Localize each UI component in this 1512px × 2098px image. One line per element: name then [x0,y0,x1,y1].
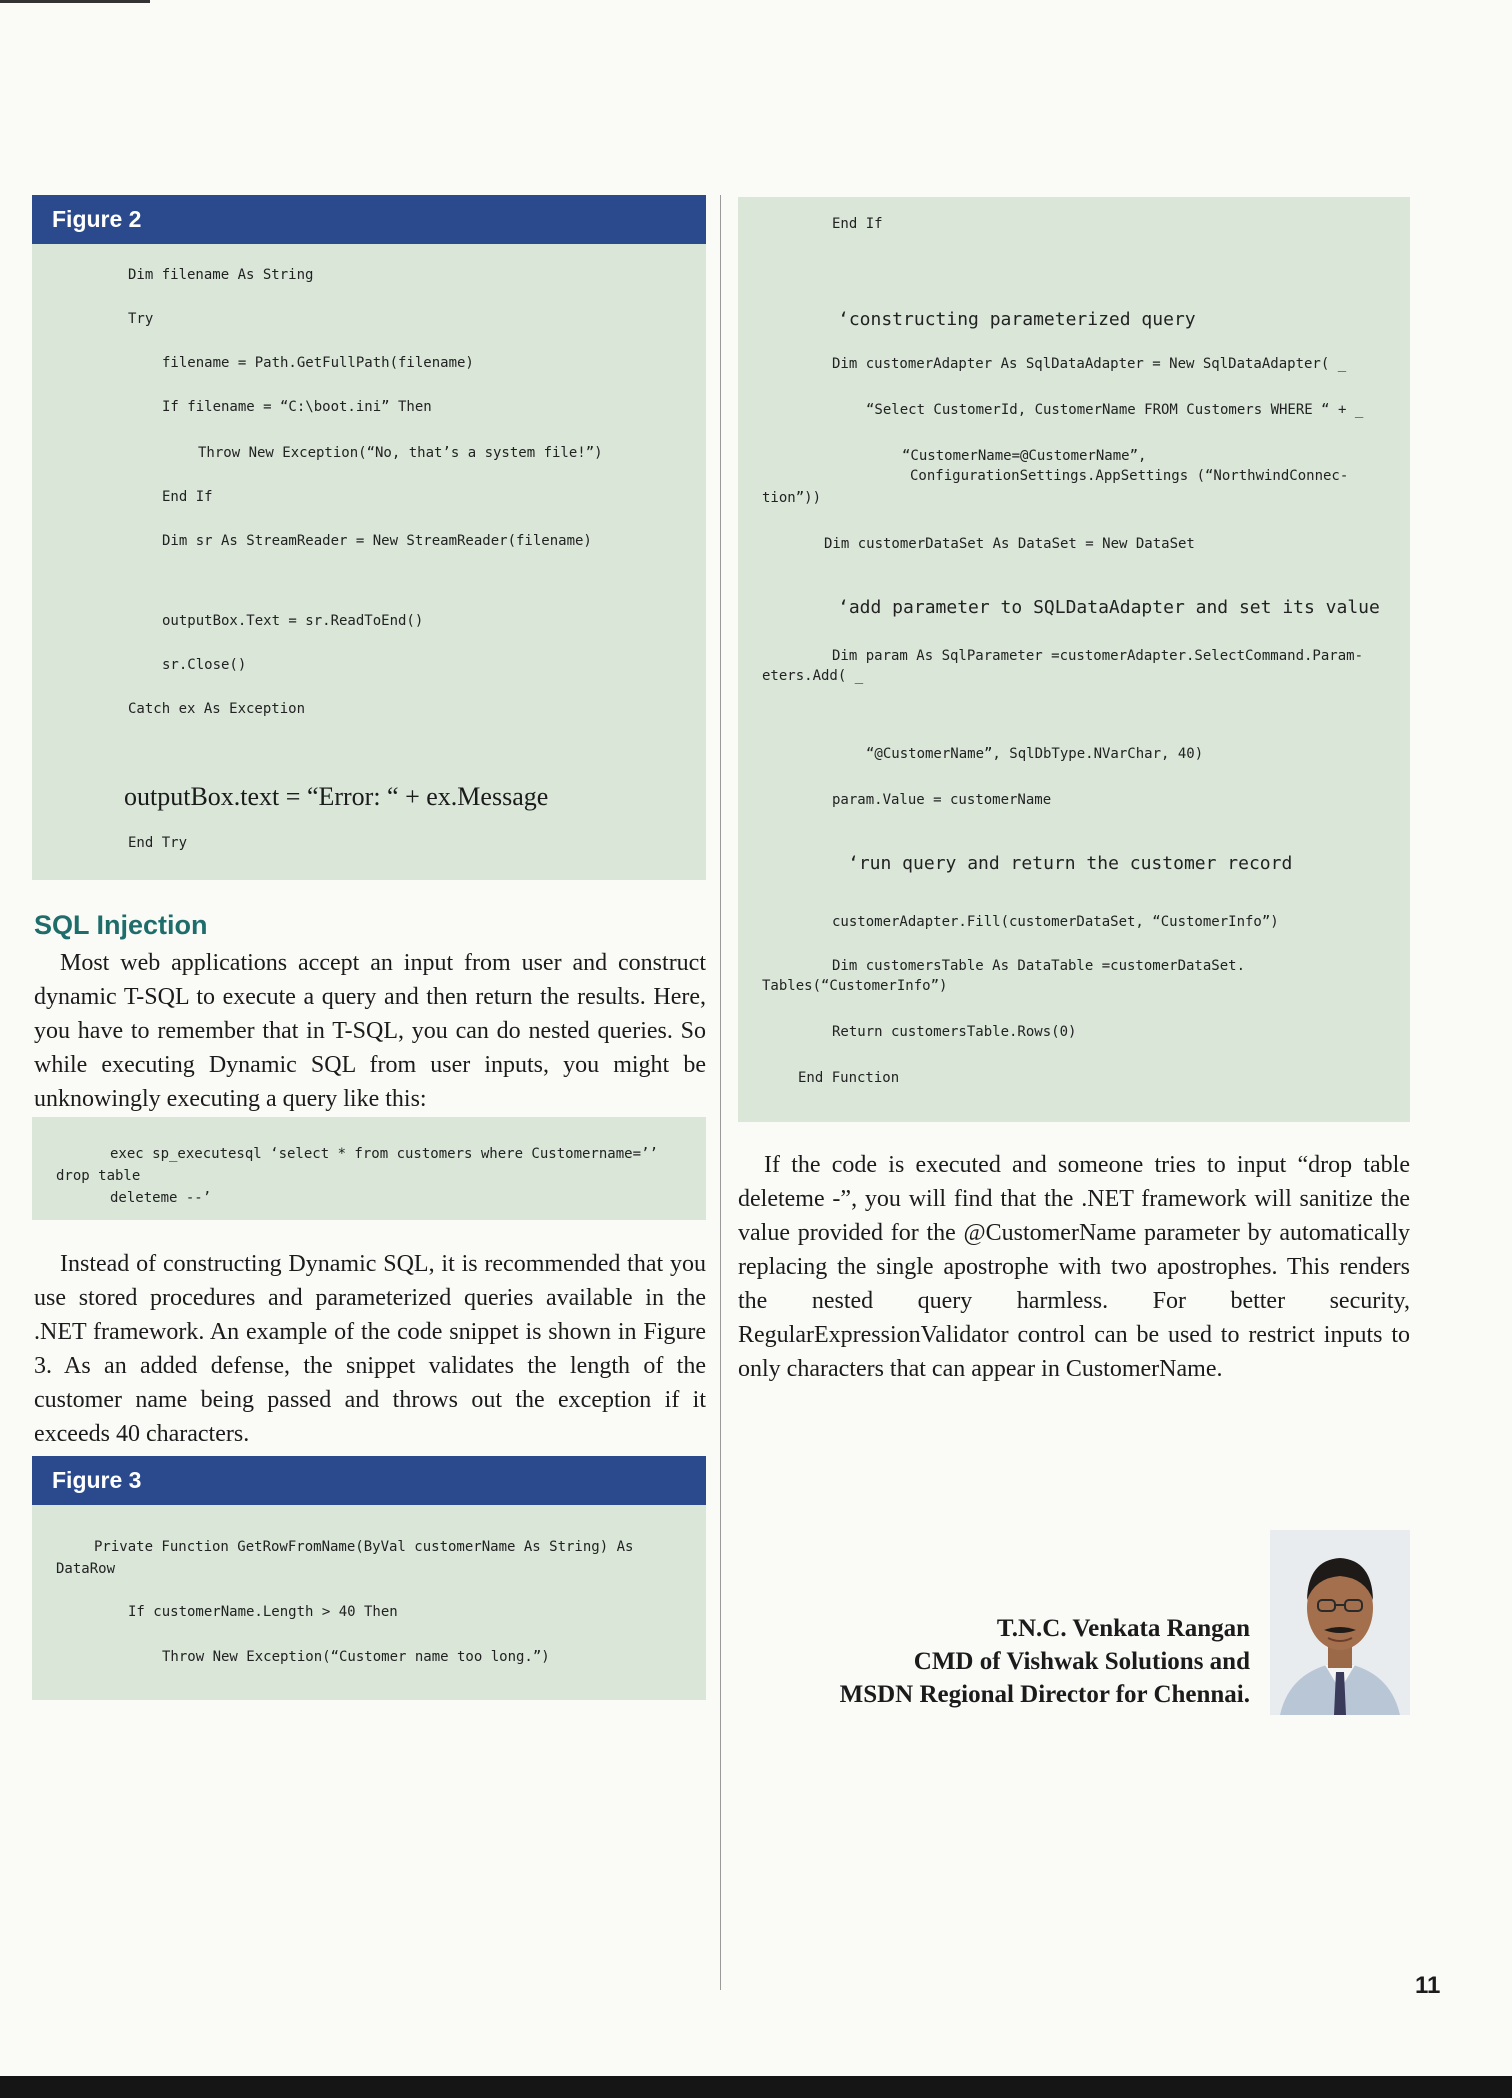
section-heading: SQL Injection [34,910,208,940]
code-line: outputBox.Text = sr.ReadToEnd() [162,613,424,629]
code-line: Dim customersTable As DataTable =customerDataSet. [832,958,1246,974]
code-line: sr.Close() [162,657,247,673]
code-line: customerAdapter.Fill(customerDataSet, “CustomerInfo”) [832,914,1279,930]
code-line: Dim sr As StreamReader = New StreamReader(filename) [162,533,592,549]
body-paragraph-right: If the code is executed and someone tries to input “drop table deleteme -”, you will find that the .NET framework will sanitize the value provided for the @CustomerName parameter by automatically replacing the single apostrophe with two apostrophes. This renders the nested query harmless. For better security, RegularExpressionValidator control can be used to restrict inputs to only characters that can appear in CustomerName. [738,1152,1410,1382]
code-line: ‘constructing parameterized query [838,309,1196,330]
code-line: Catch ex As Exception [128,701,306,717]
code-line: Dim customerDataSet As DataSet = New DataSet [824,536,1195,552]
column-divider [720,195,721,1990]
author-role: MSDN Regional Director for Chennai. [839,1681,1250,1708]
figure-2-code-box [32,244,706,880]
author-name: T.N.C. Venkata Rangan [996,1615,1250,1642]
figure-3-continued-code-box [738,197,1410,1122]
author-title: CMD of Vishwak Solutions and [913,1648,1250,1675]
figure-3-code-box [32,1505,706,1700]
author-photo [1270,1530,1410,1715]
code-line: End If [162,489,213,505]
code-line: outputBox.text = “Error: “ + ex.Message [124,782,549,811]
code-line: Throw New Exception(“No, that’s a system file!”) [198,445,603,461]
code-line: ‘run query and return the customer record [848,853,1293,874]
code-line: eters.Add( _ [762,668,864,684]
code-line: filename = Path.GetFullPath(filename) [162,355,474,371]
page-number: 11 [1415,1972,1441,1999]
body-paragraph: Most web applications accept an input from user and construct dynamic T-SQL to execute a query and then return the results. Here, you have to remember that in T-SQL, you can do nested queries. So while executing Dynamic SQL from user inputs, you might be unknowingly executing a query like this: [34,950,706,1112]
scan-edge-mark [0,0,150,3]
injection-code-box [32,1117,706,1220]
body-paragraph: Instead of constructing Dynamic SQL, it is recommended that you use stored procedures and parameterized queries available in the .NET framework. An example of the code snippet is shown in Figure 3. As an added defense, the snippet validates the length of the customer name being passed and throws out the exception if it exceeds 40 characters. [34,1251,706,1447]
author-byline [840,1612,1250,1711]
figure-3-header: Figure 3 [32,1456,706,1505]
code-line: deleteme --’ [110,1190,212,1206]
code-line: “CustomerName=@CustomerName”, [902,448,1147,464]
figure-2-header: Figure 2 [32,195,706,244]
code-line: Tables(“CustomerInfo”) [762,978,948,994]
code-line: Dim customerAdapter As SqlDataAdapter = New SqlDataAdapter( _ [832,356,1347,372]
code-line: DataRow [56,1561,116,1577]
scan-bottom-edge [0,2076,1512,2098]
code-line: Return customersTable.Rows(0) [832,1024,1077,1040]
code-line: “@CustomerName”, SqlDbType.NVarChar, 40) [866,746,1204,762]
code-line: If filename = “C:\boot.ini” Then [162,399,432,415]
code-line: End Function [798,1070,900,1086]
code-line: End Try [128,835,188,851]
code-line: If customerName.Length > 40 Then [128,1604,398,1620]
code-line: Dim param As SqlParameter =customerAdapter.SelectCommand.Param- [832,648,1364,664]
code-line: Try [128,311,154,327]
code-line: Dim filename As String [128,267,314,283]
code-line: Private Function GetRowFromName(ByVal customerName As String) As [94,1539,634,1555]
code-line: ‘add parameter to SQLDataAdapter and set its value [838,597,1380,618]
code-line: drop table [56,1168,141,1184]
code-line: Throw New Exception(“Customer name too long.”) [162,1649,550,1665]
code-line: End If [832,216,883,232]
code-line: ConfigurationSettings.AppSettings (“NorthwindConnec- [910,468,1349,484]
code-line: “Select CustomerId, CustomerName FROM Customers WHERE “ + _ [866,402,1364,418]
code-line: param.Value = customerName [832,792,1052,808]
code-line: tion”)) [762,490,822,506]
code-line: exec sp_executesql ‘select * from customers where Customername=’’ [110,1146,658,1162]
